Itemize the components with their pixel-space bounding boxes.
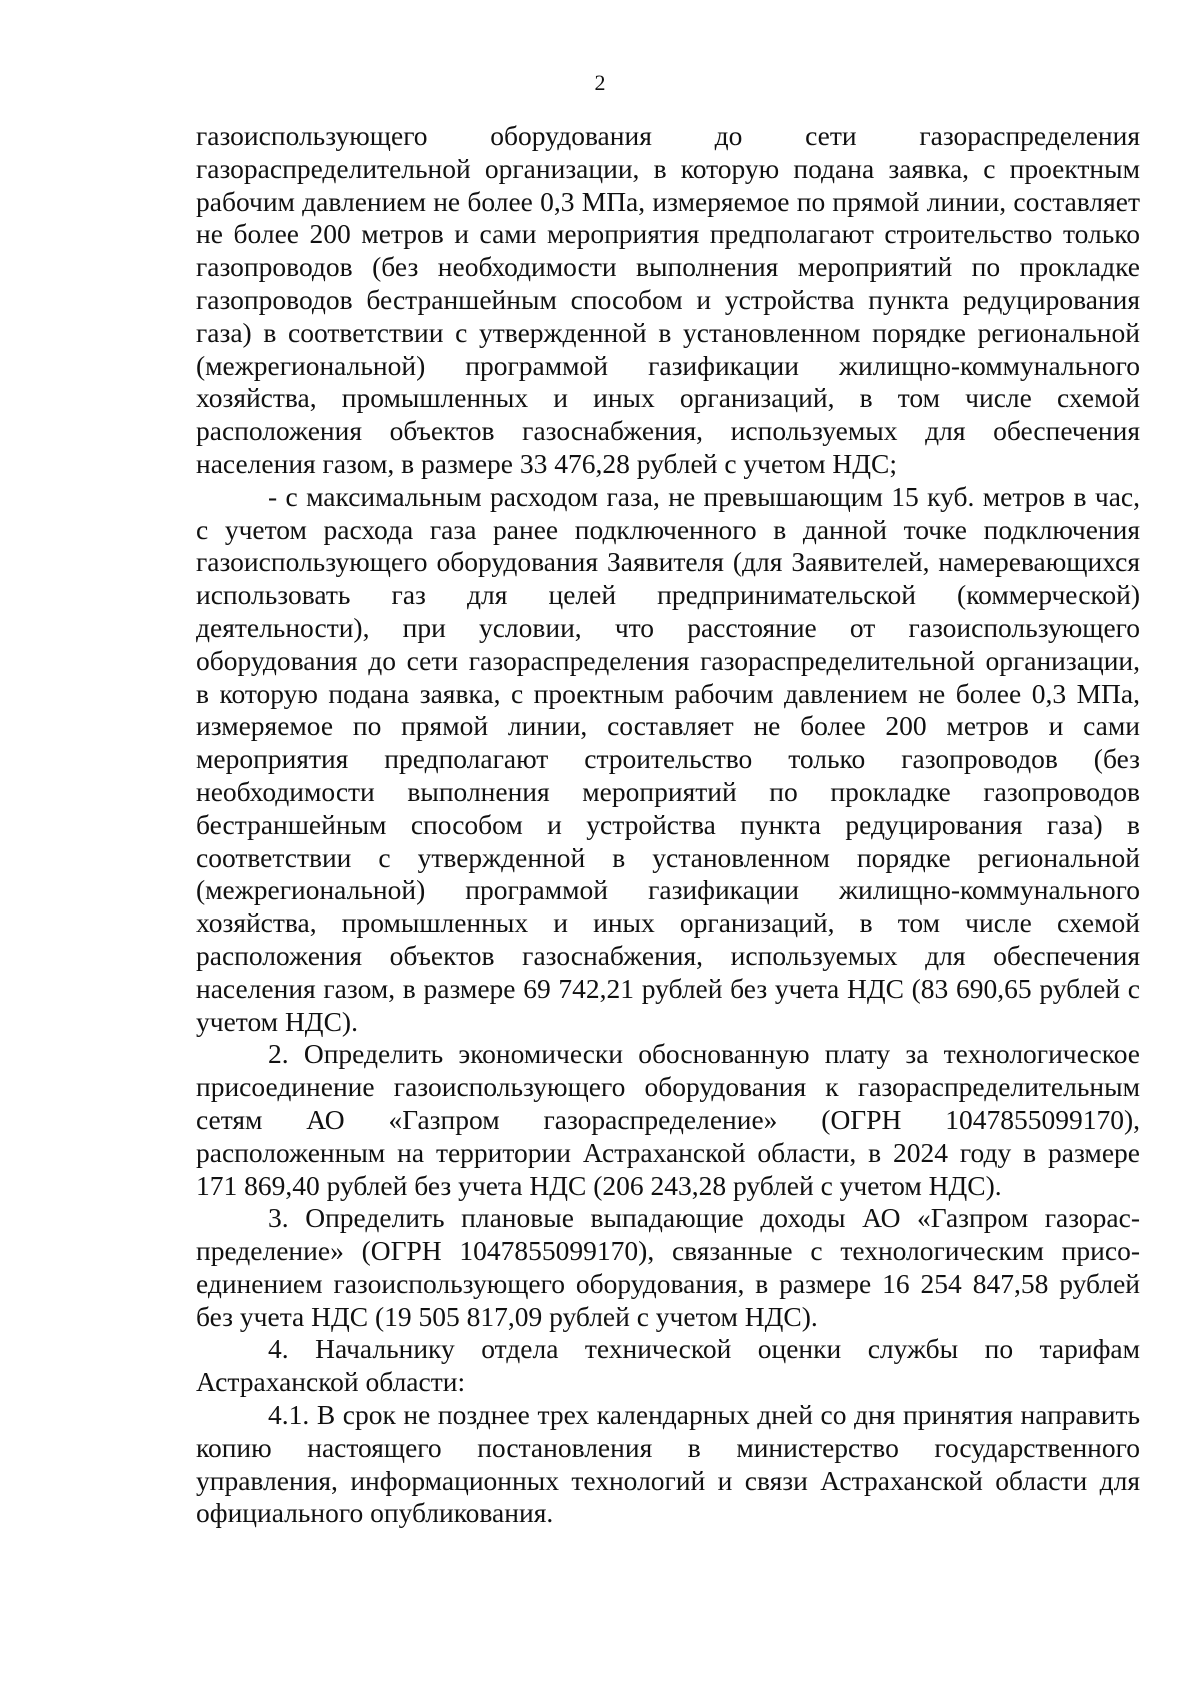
paragraph-item-2: 2. Определить экономически обоснованную плату за технологическое присоединение газоиспользующего оборудования к газораспределительным сетям АО «Газпром газораспределение» (ОГРН 1047855099170), расположенным на территории Астраханской области, в 2024 году в размере 171 869,40 рублей без учета НДС (206 243,28 рублей с учетом НДС). (196, 1038, 1140, 1201)
page-number: 2 (594, 70, 606, 95)
paragraph-item-4-1: 4.1. В срок не позднее трех календарных дней со дня принятия направить копию настоящего постановления в министерство государственного управления, информационных технологий и связи Астраханской области для официального опубликования. (196, 1399, 1140, 1529)
document-body (196, 120, 1140, 1530)
paragraph-max-gas-flow: - с максимальным расходом газа, не превышающим 15 куб. метров в час, с учетом расхода газа ранее подключенного в данной точке подключения газоиспользующего оборудования Заявителя (для Заявителей, намеревающихся использовать газ для целей предпринимательской (коммерческой) деятельности), при условии, что расстояние от газоиспользующего оборудования до сети газораспределения газораспределительной организации, в которую подана заявка, с проектным рабочим давлением не более 0,3 МПа, измеряемое по прямой линии, составляет не более 200 метров и сами мероприятия предполагают строительство только газопроводов (без необходимости выполнения мероприятий по прокладке газопроводов бестраншейным способом и устройства пункта редуцирования газа) в соответствии с утвержденной в установленном порядке региональной (межрегиональной) программой газификации жилищно-коммунального хозяйства, промышленных и иных организаций, в том числе схемой расположения объектов газоснабжения, используемых для обеспечения населения газом, в размере 69 742,21 рублей без учета НДС (83 690,65 рублей с учетом НДС). (196, 480, 1140, 1037)
paragraph-continuation: газоиспользующего оборудования до сети газораспределения газораспределительной организации, в которую подана заявка, с проектным рабочим давлением не более 0,3 МПа, измеряемое по прямой линии, составляет не более 200 метров и сами мероприятия предполагают строительство только газопроводов (без необходимости выполнения мероприятий по прокладке газопроводов бестраншейным способом и устройства пункта редуцирования газа) в соответствии с утвержденной в установленном порядке региональной (межрегиональной) программой газификации жилищно-коммунального хозяйства, промышленных и иных организаций, в том числе схемой расположения объектов газоснабжения, используемых для обеспечения населения газом, в размере 33 476,28 рублей с учетом НДС; (196, 120, 1140, 479)
paragraph-item-4: 4. Начальнику отдела технической оценки службы по тарифам Астраханской области: (196, 1333, 1140, 1398)
paragraph-item-3: 3. Определить плановые выпадающие доходы АО «Газпром газораспределение» (ОГРН 1047855099170), связанные с технологическим присоединением газоиспользующего оборудования, в размере 16 254 847,58 рублей без учета НДС (19 505 817,09 рублей с учетом НДС). (196, 1202, 1140, 1332)
